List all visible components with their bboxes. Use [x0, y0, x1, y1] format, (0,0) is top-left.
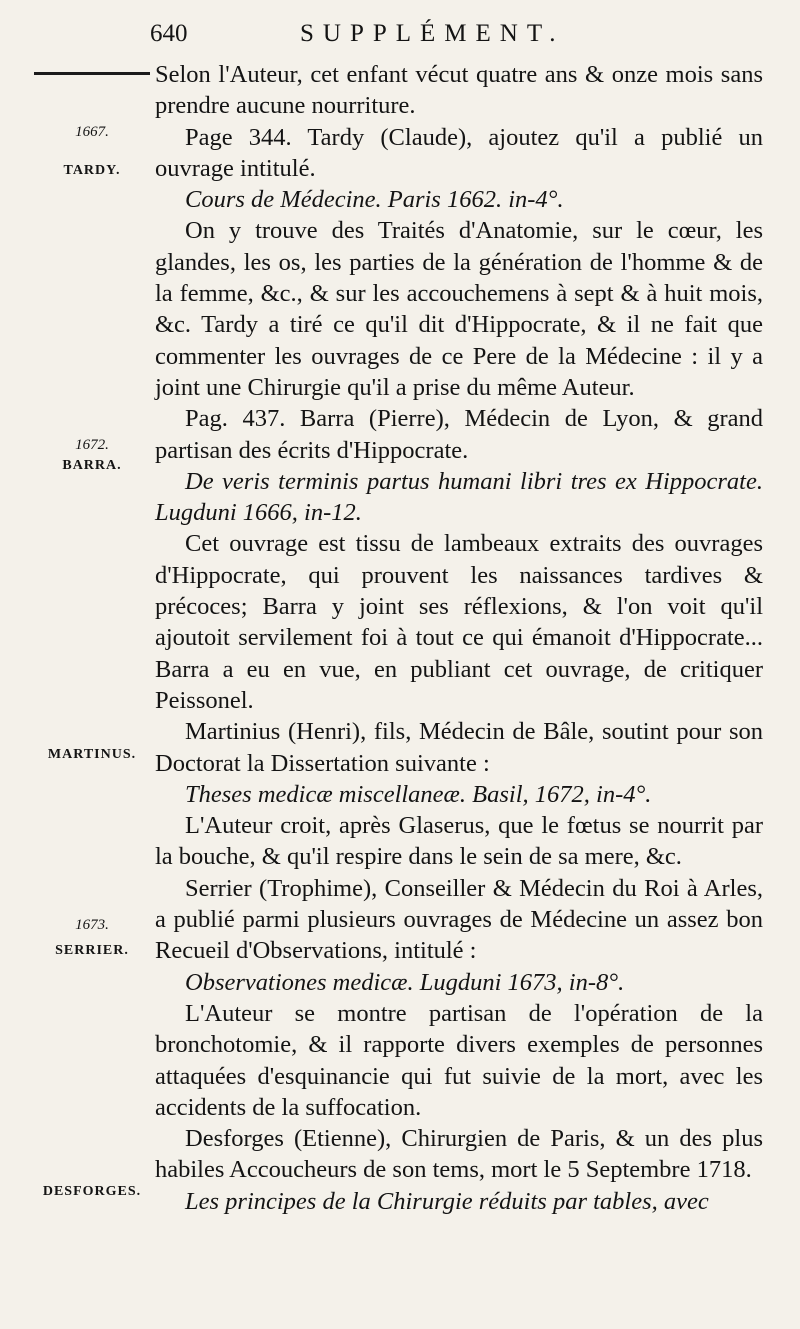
title-principes-chirurgie: Les principes de la Chirurgie réduits par tables, avec — [185, 1187, 709, 1215]
paragraph-martinius-description: L'Auteur croit, après Glaserus, que le fœtus se nourrit par la bouche, & qu'il respire dans le sein de sa mere, &c. — [155, 812, 763, 871]
paragraph-tardy: Page 344. Tardy (Claude), ajoutez qu'il a publié un ouvrage intitulé. — [155, 123, 763, 182]
title-de-veris-terminis: De veris terminis partus humani libri tres ex Hippocrate. Lugduni 1666, in-12. — [155, 467, 763, 527]
paragraph-desforges: Desforges (Etienne), Chirurgien de Paris, & un des plus habiles Accoucheurs de son tems, mort le 5 Septembre 1718. — [155, 1125, 763, 1184]
title-cours-de-medecine: Cours de Médecine. Paris 1662. in-4°. — [185, 186, 564, 214]
margin-year-1667: 1667. — [75, 124, 109, 140]
paragraph-enfant: Selon l'Auteur, cet enfant vécut quatre ans & onze mois sans prendre aucune nourriture. — [155, 61, 763, 120]
margin-name-tardy: TARDY. — [63, 163, 121, 178]
title-observationes-medicae: Observationes medicæ. Lugduni 1673, in-8°. — [185, 968, 625, 996]
margin-year-1673: 1673. — [75, 917, 109, 933]
paragraph-martinius: Martinius (Henri), fils, Médecin de Bâle, soutint pour son Doctorat la Dissertation suivante : — [155, 718, 763, 777]
margin-rule — [34, 72, 150, 75]
page-number: 640 — [150, 20, 188, 47]
margin-name-martinus: MARTINUS. — [47, 747, 137, 762]
paragraph-tardy-description: On y trouve des Traités d'Anatomie, sur le cœur, les glandes, les os, les parties de la génération de l'homme & de la femme, &c., & sur les accouchemens à sept & à huit mois, &c. Tardy a tiré ce qu'il dit d'Hippocrate, & il ne fait que commenter les ouvrages de ce Pere de la Médecine : il y a joint une Chirurgie qu'il a prise du même Auteur. — [155, 217, 763, 401]
main-text — [155, 59, 763, 1217]
running-title: SUPPLÉMENT. — [300, 20, 565, 47]
margin-year-1672: 1672. — [75, 437, 109, 453]
paragraph-barra-description: Cet ouvrage est tissu de lambeaux extraits des ouvrages d'Hippocrate, qui prouvent les naissances tardives & précoces; Barra y joint ses réflexions, & l'on voit qu'il ajoutoit servilement foi à tout ce qui émanoit d'Hippocrate... Barra a eu en vue, en publiant cet ouvrage, de critiquer Peissonel. — [155, 530, 763, 714]
page-header — [0, 20, 800, 54]
paragraph-serrier-description: L'Auteur se montre partisan de l'opération de la bronchotomie, & il rapporte divers exemples de personnes attaquées d'esquinancie qui fut suivie de la mort, avec les accidents de la suffocation. — [155, 999, 763, 1121]
margin-name-desforges: DESFORGES. — [42, 1184, 142, 1199]
margin-name-serrier: SERRIER. — [55, 943, 129, 958]
title-theses-medicae: Theses medicæ miscellaneæ. Basil, 1672, in-4°. — [185, 780, 652, 808]
paragraph-serrier: Serrier (Trophime), Conseiller & Médecin du Roi à Arles, a publié parmi plusieurs ouvrages de Médecine un assez bon Recueil d'Observations, intitulé : — [155, 874, 763, 965]
margin-name-barra: BARRA. — [62, 458, 122, 473]
paragraph-barra: Pag. 437. Barra (Pierre), Médecin de Lyon, & grand partisan des écrits d'Hippocrate. — [155, 405, 763, 464]
